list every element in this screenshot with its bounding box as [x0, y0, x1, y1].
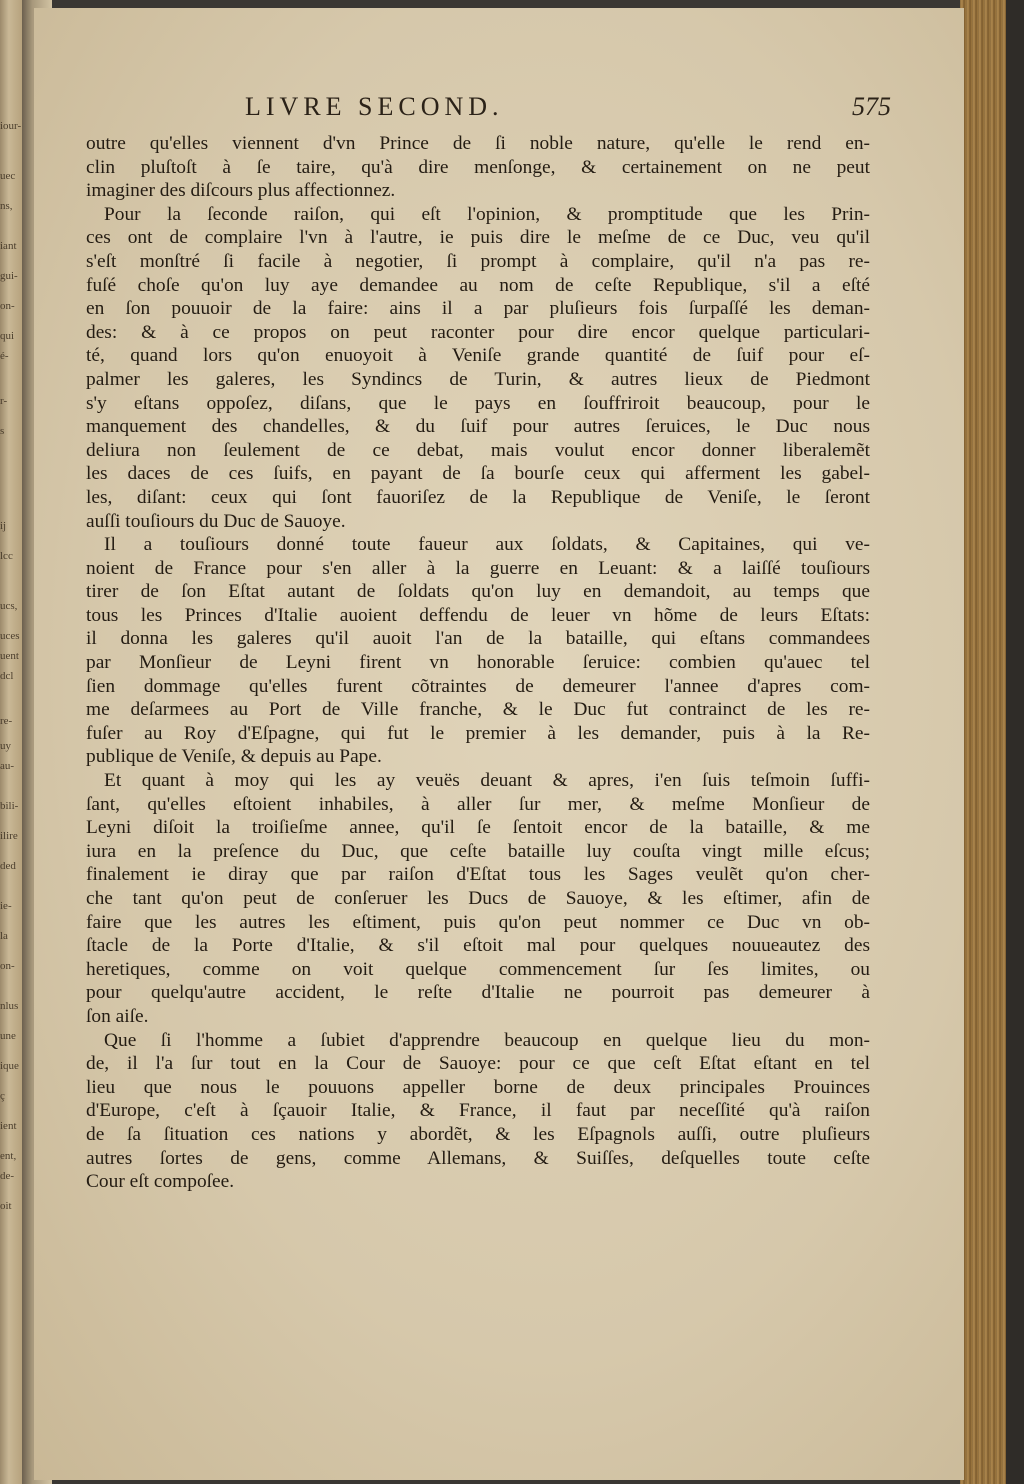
text-line: ces ont de complaire l'vn à l'autre, ie puis dire le meſme de ce Duc, veu qu'il [86, 227, 870, 249]
text-line: heretiques, comme on voit quelque commencement ſur ſes limites, ou [86, 958, 870, 980]
text-line: iura en la preſence du Duc, que ceſte bataille luy couſta vingt mille eſcus; [86, 840, 870, 862]
text-line: Pour la ſeconde raiſon, qui eſt l'opinion, & promptitude que les Prin- [104, 203, 870, 225]
facing-page-fragment: de- [0, 1170, 15, 1182]
text-line: tous les Princes d'Italie auoient deffendu de leuer vn hõme de leurs Eſtats: [86, 604, 870, 626]
facing-page-fragment: oit [0, 1200, 12, 1212]
facing-page-fragment: é- [0, 350, 9, 362]
facing-page-fragment: ç [0, 1090, 5, 1102]
facing-page-fragment: la [0, 930, 8, 942]
text-line: tirer de ſon Eſtat autant de ſoldats qu'on luy en demandoit, au temps que [86, 581, 870, 603]
facing-page-edge [0, 0, 22, 1484]
text-line: s'eſt monſtré ſi facile à negotier, ſi prompt à complaire, qu'il n'a pas re- [86, 250, 870, 272]
facing-page-fragment: ded [0, 860, 16, 872]
facing-page-fragment: nlus [0, 1000, 19, 1012]
text-line: fuſer au Roy d'Eſpagne, qui fut le premier à les demander, puis à la Re- [86, 722, 870, 744]
facing-page-fragment: s [0, 425, 5, 437]
text-line: autres ſortes de gens, comme Allemans, & Suiſſes, deſquelles toute ceſte [86, 1147, 870, 1169]
text-line: pour quelqu'autre accident, le reſte d'Italie ne pourroit pas demeurer à [86, 982, 870, 1004]
text-line: les, diſant: ceux qui ſont fauoriſez de la Republique de Veniſe, le ſeront [86, 486, 870, 508]
text-line: Que ſi l'homme a ſubiet d'apprendre beaucoup en quelque lieu du mon- [104, 1029, 870, 1051]
text-line: Il a touſiours donné toute faueur aux ſoldats, & Capitaines, qui ve- [104, 534, 870, 556]
text-line: les daces de ces ſuifs, en payant de ſa bourſe ceux qui afferment les gabel- [86, 463, 870, 485]
text-line: lieu que nous le pouuons appeller borne de deux principales Prouinces [86, 1076, 870, 1098]
facing-page-fragment: lcc [0, 550, 13, 562]
text-line: auſſi touſiours du Duc de Sauoye. [86, 510, 346, 532]
text-line: che tant qu'on peut de conſeruer les Ducs de Sauoye, & les eſtimer, afin de [86, 888, 870, 909]
facing-page-fragment: uces [0, 630, 20, 642]
facing-page-fragment: ie- [0, 900, 12, 912]
facing-page-fragment: r- [0, 395, 8, 407]
text-line: deliura non ſeulement de ce debat, mais voulut encor donner liberalemẽt [86, 439, 870, 461]
facing-page-fragment: ique [0, 1060, 19, 1072]
facing-page-fragment: gui- [0, 270, 18, 282]
facing-page-fragment: uec [0, 170, 16, 182]
facing-page-fragment: iour- [0, 120, 22, 132]
text-line: Leyni diſoit la troiſieſme annee, qu'il ſe ſentoit encor de la bataille, & me [86, 817, 870, 839]
facing-page-fragment: bili- [0, 800, 19, 812]
facing-page-fragment: ij [0, 520, 7, 532]
text-line: palmer les galeres, les Syndincs de Turin, & autres lieux de Piedmont [86, 368, 870, 390]
text-line: me deſarmees au Port de Ville franche, & le Duc fut contrainct de les re- [86, 699, 870, 721]
facing-page-fragment: qui [0, 330, 15, 342]
text-line: ſien dommage qu'elles furent cõtraintes de demeurer l'annee d'apres com- [86, 675, 870, 697]
text-line: noient de France pour s'en aller à la guerre en Leuant: & a laiſſé touſiours [86, 557, 870, 579]
text-line: d'Europe, c'eſt à ſçauoir Italie, & France, il faut par neceſſité qu'à raiſon [86, 1100, 870, 1122]
text-line: Cour eſt compoſee. [86, 1171, 235, 1193]
facing-page-fragment: uent [0, 650, 19, 662]
text-line: de ſa ſituation ces nations y abordẽt, & les Eſpagnols auſſi, outre pluſieurs [86, 1123, 870, 1145]
facing-page-fragment: on- [0, 300, 15, 312]
facing-page-fragment: dcl [0, 670, 14, 682]
facing-page-fragment: ient [0, 1120, 17, 1132]
text-line: ſant, qu'elles eſtoient inhabiles, à aller ſur mer, & meſme Monſieur de [86, 793, 870, 815]
facing-page-fragment: au- [0, 760, 15, 772]
facing-page-fragment: ucs, [0, 600, 18, 612]
page-number: 575 [852, 92, 891, 121]
facing-page-fragment: iant [0, 240, 17, 252]
facing-page-fragment: uy [0, 740, 11, 752]
text-line: imaginer des diſcours plus affectionnez. [86, 180, 396, 202]
text-line: outre qu'elles viennent d'vn Prince de ſi noble nature, qu'elle le rend en- [86, 133, 870, 154]
facing-page-fragment: re- [0, 715, 13, 727]
facing-page-fragment: ent, [0, 1150, 17, 1162]
facing-page-fragment: ilire [0, 830, 18, 842]
body-text [86, 132, 870, 1194]
text-line: finalement ie diray que par raiſon d'Eſtat tous les Sages veulẽt qu'on cher- [86, 864, 870, 886]
text-line: s'y eſtans oppoſez, diſans, que le pays en ſouffriroit beaucoup, pour le [86, 392, 870, 414]
text-line: publique de Veniſe, & depuis au Pape. [86, 746, 382, 768]
facing-page-fragment: on- [0, 960, 15, 972]
text-line: fuſé choſe qu'on luy aye demandee au nom de ceſte Republique, s'il a eſté [86, 274, 870, 296]
text-line: en ſon pouuoir de la faire: ains il a par pluſieurs fois ſurpaſſé les deman- [86, 298, 870, 320]
text-line: des: & à ce propos on peut raconter pour dire encor quelque particulari- [86, 321, 870, 343]
facing-page-fragment: une [0, 1030, 16, 1042]
text-line: ſon aiſe. [86, 1005, 149, 1027]
text-line: té, quand lors qu'on enuoyoit à Veniſe grande quantité de ſuif pour eſ- [86, 345, 870, 367]
text-line: faire que les autres les eſtiment, puis qu'on peut nommer ce Duc vn ob- [86, 911, 870, 933]
text-line: de, il l'a ſur tout en la Cour de Sauoye: pour ce que ceſt Eſtat eſtant en tel [86, 1053, 870, 1075]
running-head: LIVRE SECOND. [245, 92, 504, 121]
text-line: clin pluſtoſt à ſe taire, qu'à dire menſonge, & certainement on ne peut [86, 156, 870, 178]
text-line: il donna les galeres qu'il auoit l'an de la bataille, qui eſtans commandees [86, 628, 870, 650]
facing-page-fragment: ns, [0, 200, 13, 212]
text-line: par Monſieur de Leyni firent vn honorable ſeruice: combien qu'auec tel [86, 652, 870, 674]
page-fore-edge [960, 0, 1024, 1484]
text-line: manquement des chandelles, & du ſuif pour autres ſeruices, le Duc nous [86, 416, 870, 438]
text-line: Et quant à moy qui les ay veuës deuant & apres, i'en ſuis teſmoin ſuffi- [104, 770, 870, 792]
text-line: ſtacle de la Porte d'Italie, & s'il eſtoit mal pour quelques nouueautez des [86, 935, 870, 957]
